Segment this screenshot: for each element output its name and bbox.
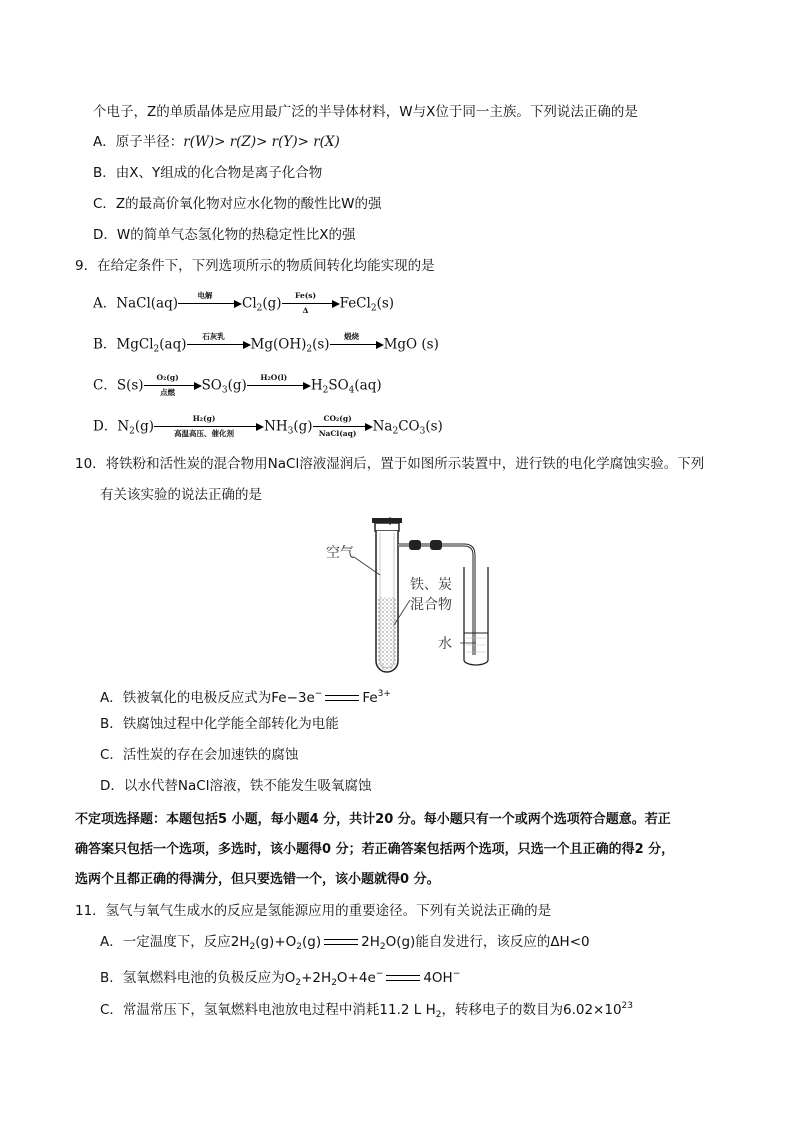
label-air: 空气 [326, 545, 354, 561]
stopper [375, 523, 399, 531]
reaction-arrow: 石灰乳 [187, 334, 251, 356]
q9-option-b: B．MgCl$_2$(aq) 石灰乳 $Mg(OH)_2(s)$ 煅烧 MgO (s) [93, 332, 439, 355]
q8-option-d: D．W的简单气态氢化物的热稳定性比X的强 [93, 227, 356, 243]
section-instruction-line1: 不定项选择题：本题包括5 小题，每小题4 分，共计20 分。每小题只有一个或两个选项符合题意。若正 [75, 812, 671, 827]
q10-option-d: D．以水代替NaCl溶液，铁不能发生吸氧腐蚀 [100, 778, 372, 794]
rubber-connector [409, 540, 421, 550]
section-instruction-line3: 选两个且都正确的得满分，但只要选错一个，该小题就得0 分。 [75, 872, 440, 887]
q11-option-c: C．常温常压下，氢氧燃料电池放电过程中消耗11.2 L $H_2$，转移电子的数目为$6.02\times 10^{23}$ [100, 1001, 633, 1020]
q10-option-b: B．铁腐蚀过程中化学能全部转化为电能 [100, 716, 339, 732]
q8-option-b: B．由X、Y组成的化合物是离子化合物 [93, 165, 323, 181]
q9-option-a: A．NaCl(aq) 电解 $Cl_2(g)$ $\frac{Fe(s)}{\Delta}$ FeCl$_2$(s) [93, 291, 395, 315]
q10-stem-line1: 10．将铁粉和活性炭的混合物用NaCl溶液湿润后，置于如图所示装置中，进行铁的电化学腐蚀实验。下列 [75, 456, 705, 472]
equals-double-line [325, 695, 359, 701]
q10-option-c: C．活性炭的存在会加速铁的腐蚀 [100, 747, 299, 763]
label-water: 水 [438, 636, 452, 652]
q10-option-a: A．铁被氧化的电极反应式为Fe−3e− $Fe^{3+}$ [100, 689, 391, 706]
section-instruction-line2: 确答案只包括一个选项，多选时，该小题得0 分；若正确答案包括两个选项，只选一个且正确的得2 分， [75, 842, 675, 857]
q10-stem-line2: 有关该实验的说法正确的是 [100, 487, 262, 503]
equals-double-line [386, 975, 420, 981]
q8-option-a: A．原子半径：r(W)> r(Z)> r(Y)> r(X) [93, 134, 340, 150]
water-vessel [464, 567, 488, 665]
reaction-arrow: O₂(g) 点燃 [144, 375, 202, 397]
equals-double-line [324, 939, 358, 945]
iron-carbon-mixture [378, 597, 396, 670]
q11-option-a: A．一定温度下，反应$2H_2(g)+O_2(g)$ $2H_2O(g)$能自发进行，该反应的ΔH<0 [100, 934, 590, 952]
q11-stem: 11．氢气与氧气生成水的反应是氢能源应用的重要途径。下列有关说法正确的是 [75, 903, 552, 919]
label-mixture-1: 铁、炭 [410, 577, 452, 593]
reaction-arrow: 煅烧 [330, 334, 384, 356]
q9-option-d: D．$N_2(g)$ H₂(g) 高温高压、催化剂 $NH_3(g)$ CO₂(g) NaCl(aq) $Na_2CO_3(s)$ [93, 414, 443, 438]
reaction-arrow: CO₂(g) NaCl(aq) [313, 416, 373, 438]
q8-option-a-formula: r(W)> r(Z)> r(Y)> r(X) [183, 134, 340, 150]
reaction-arrow: 电解 [178, 293, 242, 315]
reaction-arrow: H₂(g) 高温高压、催化剂 [154, 416, 264, 438]
q9-stem: 9．在给定条件下，下列选项所示的物质间转化均能实现的是 [75, 258, 435, 274]
corrosion-apparatus-figure [318, 515, 498, 675]
q9-option-c: C．S(s) O₂(g) 点燃 $SO_3(g)$ H₂O(l) $H_2SO_4(aq)$ [93, 373, 382, 397]
reaction-arrow: H₂O(l) [247, 375, 311, 397]
q8-stem-continued: 个电子，Z的单质晶体是应用最广泛的半导体材料，W与X位于同一主族。下列说法正确的是 [93, 104, 638, 120]
rubber-connector [430, 540, 442, 550]
q8-option-c: C．Z的最高价氧化物对应水化物的酸性比W的强 [93, 196, 382, 212]
reaction-arrow: $\frac{Fe(s)}{\Delta}$ [282, 293, 340, 315]
q11-option-b: B．氢氧燃料电池的负极反应为$O_2+2H_2O+4e^-$ 4OH− [100, 969, 461, 988]
label-mixture-2: 混合物 [410, 597, 452, 613]
